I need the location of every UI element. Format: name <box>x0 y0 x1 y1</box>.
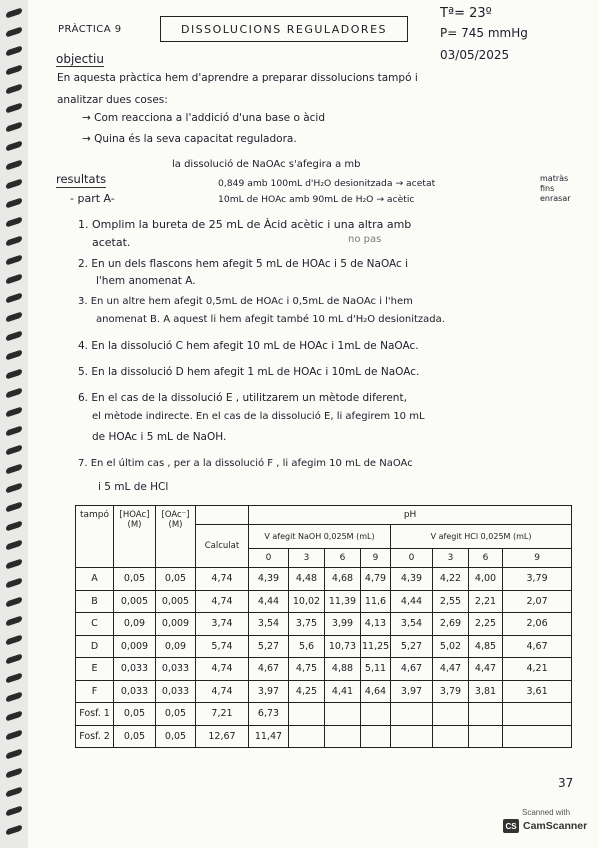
hcl-ph-cell: 3,54 <box>391 613 433 636</box>
volume-header-cell: 9 <box>503 549 572 568</box>
row-name-cell: F <box>76 680 114 703</box>
table-row <box>76 635 572 658</box>
step-2-line-2: l'hem anomenat A. <box>96 275 196 287</box>
spiral-ring <box>6 482 22 493</box>
oac-cell: 0,009 <box>156 613 196 636</box>
table-row <box>76 725 572 748</box>
naoh-ph-cell: 5,6 <box>289 635 325 658</box>
calculated-ph-cell: 5,74 <box>196 635 249 658</box>
hcl-ph-cell <box>391 703 433 726</box>
spiral-ring <box>6 330 22 341</box>
spiral-ring <box>6 64 22 75</box>
naoh-ph-cell: 5,27 <box>249 635 289 658</box>
hcl-ph-cell: 5,02 <box>433 635 469 658</box>
hcl-ph-cell: 5,27 <box>391 635 433 658</box>
spiral-ring <box>6 368 22 379</box>
row-name-cell: B <box>76 590 114 613</box>
spiral-ring <box>6 216 22 227</box>
naoh-ph-cell: 11,6 <box>361 590 391 613</box>
naoh-ph-cell: 4,39 <box>249 568 289 591</box>
header-oac: [OAc⁻] (M) <box>156 506 196 568</box>
objective-line-1: En aquesta pràctica hem d'aprendre a preparar dissolucions tampó i <box>57 72 418 84</box>
spiral-ring <box>6 7 22 18</box>
objective-bullet-2: → Quina és la seva capacitat reguladora. <box>82 133 297 145</box>
spiral-ring <box>6 83 22 94</box>
naoh-ph-cell: 4,44 <box>249 590 289 613</box>
hcl-ph-cell: 4,67 <box>391 658 433 681</box>
results-note-side: matràs fins enrasar <box>540 174 571 203</box>
calculated-ph-cell: 12,67 <box>196 725 249 748</box>
step-1-pencil-note: no pas <box>348 234 382 245</box>
spiral-ring <box>6 577 22 588</box>
hcl-ph-cell <box>433 725 469 748</box>
step-7-line-2: i 5 mL de HCl <box>98 481 169 493</box>
spiral-ring <box>6 387 22 398</box>
naoh-ph-cell: 6,73 <box>249 703 289 726</box>
hoac-cell: 0,033 <box>114 658 156 681</box>
objective-line-2: analitzar dues coses: <box>57 94 168 106</box>
hcl-ph-cell: 3,81 <box>469 680 503 703</box>
naoh-ph-cell: 4,64 <box>361 680 391 703</box>
spiral-ring <box>6 121 22 132</box>
hcl-ph-cell <box>469 703 503 726</box>
hoac-cell: 0,05 <box>114 703 156 726</box>
naoh-ph-cell: 4,13 <box>361 613 391 636</box>
calculated-ph-cell: 4,74 <box>196 568 249 591</box>
hcl-ph-cell: 2,69 <box>433 613 469 636</box>
spiral-ring <box>6 615 22 626</box>
spiral-ring <box>6 140 22 151</box>
hcl-ph-cell: 3,79 <box>503 568 572 591</box>
table-row <box>76 613 572 636</box>
hcl-ph-cell <box>503 703 572 726</box>
table-row <box>76 590 572 613</box>
spiral-ring <box>6 159 22 170</box>
hcl-ph-cell: 2,06 <box>503 613 572 636</box>
part-a-label: - part A- <box>70 192 115 205</box>
hcl-ph-cell <box>503 725 572 748</box>
row-name-cell: C <box>76 613 114 636</box>
spiral-ring <box>6 406 22 417</box>
volume-header-cell: 9 <box>361 549 391 568</box>
ph-results-table <box>75 505 572 748</box>
volume-header-cell: 6 <box>325 549 361 568</box>
camscanner-badge <box>503 808 589 842</box>
header-empty <box>196 506 249 525</box>
step-4: 4. En la dissolució C hem afegit 10 mL de HOAc i 1mL de NaOAc. <box>78 340 419 352</box>
page-number: 37 <box>558 776 574 790</box>
hcl-ph-cell: 2,07 <box>503 590 572 613</box>
hcl-ph-cell: 4,85 <box>469 635 503 658</box>
row-name-cell: Fosf. 2 <box>76 725 114 748</box>
header-calculat: Calculat <box>196 525 249 568</box>
spiral-ring <box>6 273 22 284</box>
row-name-cell: E <box>76 658 114 681</box>
volume-header-cell: 6 <box>469 549 503 568</box>
hcl-ph-cell <box>469 725 503 748</box>
spiral-ring <box>6 349 22 360</box>
naoh-ph-cell <box>289 725 325 748</box>
spiral-ring <box>6 691 22 702</box>
oac-cell: 0,033 <box>156 658 196 681</box>
spiral-ring <box>6 444 22 455</box>
calculated-ph-cell: 3,74 <box>196 613 249 636</box>
naoh-ph-cell: 3,99 <box>325 613 361 636</box>
oac-cell: 0,05 <box>156 725 196 748</box>
header-ph: pH <box>249 506 572 525</box>
calculated-ph-cell: 4,74 <box>196 658 249 681</box>
hcl-ph-cell: 3,61 <box>503 680 572 703</box>
row-name-cell: Fosf. 1 <box>76 703 114 726</box>
hoac-cell: 0,05 <box>114 725 156 748</box>
results-note-line-1: 0,849 amb 100mL d'H₂O desionitzada → acetat <box>218 178 436 189</box>
hcl-ph-cell: 4,47 <box>469 658 503 681</box>
calculated-ph-cell: 4,74 <box>196 590 249 613</box>
spiral-ring <box>6 805 22 816</box>
spiral-ring <box>6 710 22 721</box>
spiral-ring <box>6 767 22 778</box>
page-title <box>160 16 408 42</box>
hoac-cell: 0,009 <box>114 635 156 658</box>
spiral-ring <box>6 197 22 208</box>
table-row <box>76 658 572 681</box>
spiral-ring <box>6 45 22 56</box>
naoh-ph-cell: 11,39 <box>325 590 361 613</box>
naoh-ph-cell <box>289 703 325 726</box>
volume-header-cell: 3 <box>289 549 325 568</box>
naoh-ph-cell <box>361 703 391 726</box>
spiral-ring <box>6 786 22 797</box>
spiral-ring <box>6 463 22 474</box>
scanner-caption: Scanned with <box>521 808 571 817</box>
step-3-line-1: 3. En un altre hem afegit 0,5mL de HOAc i 0,5mL de NaOAc i l'hem <box>78 296 413 307</box>
spiral-ring <box>6 824 22 835</box>
hcl-ph-cell: 4,39 <box>391 568 433 591</box>
spiral-ring <box>6 178 22 189</box>
hcl-ph-cell: 4,22 <box>433 568 469 591</box>
hcl-ph-cell: 4,67 <box>503 635 572 658</box>
naoh-ph-cell <box>361 725 391 748</box>
table-row <box>76 568 572 591</box>
naoh-ph-cell: 3,75 <box>289 613 325 636</box>
hcl-ph-cell: 3,97 <box>391 680 433 703</box>
objective-heading: objectiu <box>56 52 104 66</box>
spiral-ring <box>6 102 22 113</box>
hcl-ph-cell: 4,21 <box>503 658 572 681</box>
naoh-ph-cell: 4,79 <box>361 568 391 591</box>
spiral-ring <box>6 748 22 759</box>
objective-bullet-1: → Com reacciona a l'addició d'una base o àcid <box>82 112 326 124</box>
spiral-ring <box>6 501 22 512</box>
oac-cell: 0,05 <box>156 568 196 591</box>
step-2-line-1: 2. En un dels flascons hem afegit 5 mL de HOAc i 5 de NaOAc i <box>78 258 409 270</box>
step-1-line-1: 1. Omplim la bureta de 25 mL de Àcid acètic i una altra amb <box>78 218 412 231</box>
results-note-line-2: 10mL de HOAc amb 90mL de H₂O → acètic <box>218 194 415 205</box>
results-heading: resultats <box>56 172 107 186</box>
calculated-ph-cell: 7,21 <box>196 703 249 726</box>
oac-cell: 0,033 <box>156 680 196 703</box>
naoh-ph-cell: 4,48 <box>289 568 325 591</box>
page-title-text: DISSOLUCIONS REGULADORES <box>180 22 388 36</box>
hcl-ph-cell: 4,47 <box>433 658 469 681</box>
table-row <box>76 680 572 703</box>
volume-header-cell: 0 <box>249 549 289 568</box>
pressure: P= 745 mmHg <box>440 26 528 40</box>
naoh-ph-cell <box>325 703 361 726</box>
header-hcl-group: V afegit HCl 0,025M (mL) <box>391 525 572 549</box>
results-note-top: la dissolució de NaOAc s'afegira a mb <box>172 159 361 170</box>
spiral-ring <box>6 558 22 569</box>
hoac-cell: 0,005 <box>114 590 156 613</box>
naoh-ph-cell: 11,25 <box>361 635 391 658</box>
step-1-line-2: acetat. <box>92 236 131 249</box>
naoh-ph-cell: 4,67 <box>249 658 289 681</box>
header-tampo: tampó <box>76 506 114 568</box>
oac-cell: 0,09 <box>156 635 196 658</box>
naoh-ph-cell: 10,73 <box>325 635 361 658</box>
table-body <box>76 568 572 748</box>
spiral-binding <box>0 0 28 848</box>
spiral-ring <box>6 729 22 740</box>
hcl-ph-cell: 3,79 <box>433 680 469 703</box>
spiral-ring <box>6 254 22 265</box>
step-6-line-1: 6. En el cas de la dissolució E , utilitzarem un mètode diferent, <box>78 392 407 404</box>
scanner-brand-row <box>503 819 589 833</box>
naoh-ph-cell: 4,41 <box>325 680 361 703</box>
step-7-line-1: 7. En el últim cas , per a la dissolució F , li afegim 10 mL de NaOAc <box>78 458 413 469</box>
oac-cell: 0,05 <box>156 703 196 726</box>
calculated-ph-cell: 4,74 <box>196 680 249 703</box>
step-3-line-2: anomenat B. A aquest li hem afegit també 10 mL d'H₂O desionitzada. <box>96 314 445 325</box>
spiral-ring <box>6 311 22 322</box>
spiral-ring <box>6 596 22 607</box>
volume-header-cell: 0 <box>391 549 433 568</box>
oac-cell: 0,005 <box>156 590 196 613</box>
spiral-ring <box>6 292 22 303</box>
spiral-ring <box>6 235 22 246</box>
naoh-ph-cell: 3,97 <box>249 680 289 703</box>
spiral-ring <box>6 672 22 683</box>
spiral-ring <box>6 520 22 531</box>
hcl-ph-cell <box>433 703 469 726</box>
temperature: Tª= 23º <box>440 6 492 21</box>
hoac-cell: 0,09 <box>114 613 156 636</box>
hcl-ph-cell: 2,55 <box>433 590 469 613</box>
step-6-line-3: de HOAc i 5 mL de NaOH. <box>92 431 227 443</box>
hcl-ph-cell: 2,21 <box>469 590 503 613</box>
scanner-brand: CamScanner <box>523 820 588 832</box>
volume-header-cell: 3 <box>433 549 469 568</box>
naoh-ph-cell: 3,54 <box>249 613 289 636</box>
hcl-ph-cell <box>391 725 433 748</box>
spiral-ring <box>6 653 22 664</box>
hcl-ph-cell: 4,00 <box>469 568 503 591</box>
step-5: 5. En la dissolució D hem afegit 1 mL de HOAc i 10mL de NaOAc. <box>78 366 420 378</box>
hcl-ph-cell: 2,25 <box>469 613 503 636</box>
spiral-ring <box>6 634 22 645</box>
hcl-ph-cell: 4,44 <box>391 590 433 613</box>
naoh-ph-cell: 4,88 <box>325 658 361 681</box>
header-naoh-group: V afegit NaOH 0,025M (mL) <box>249 525 391 549</box>
hoac-cell: 0,033 <box>114 680 156 703</box>
camscanner-icon: CS <box>503 819 519 833</box>
spiral-ring <box>6 539 22 550</box>
hoac-cell: 0,05 <box>114 568 156 591</box>
row-name-cell: D <box>76 635 114 658</box>
naoh-ph-cell <box>325 725 361 748</box>
practice-number: PRÀCTICA 9 <box>58 24 122 35</box>
naoh-ph-cell: 10,02 <box>289 590 325 613</box>
row-name-cell: A <box>76 568 114 591</box>
table-row <box>76 703 572 726</box>
naoh-ph-cell: 4,68 <box>325 568 361 591</box>
spiral-ring <box>6 26 22 37</box>
date: 03/05/2025 <box>440 48 510 62</box>
naoh-ph-cell: 4,25 <box>289 680 325 703</box>
spiral-ring <box>6 425 22 436</box>
naoh-ph-cell: 11,47 <box>249 725 289 748</box>
naoh-ph-cell: 5,11 <box>361 658 391 681</box>
step-6-line-2: el mètode indirecte. En el cas de la dissolució E, li afegirem 10 mL <box>92 411 425 422</box>
naoh-ph-cell: 4,75 <box>289 658 325 681</box>
header-hoac: [HOAc] (M) <box>114 506 156 568</box>
